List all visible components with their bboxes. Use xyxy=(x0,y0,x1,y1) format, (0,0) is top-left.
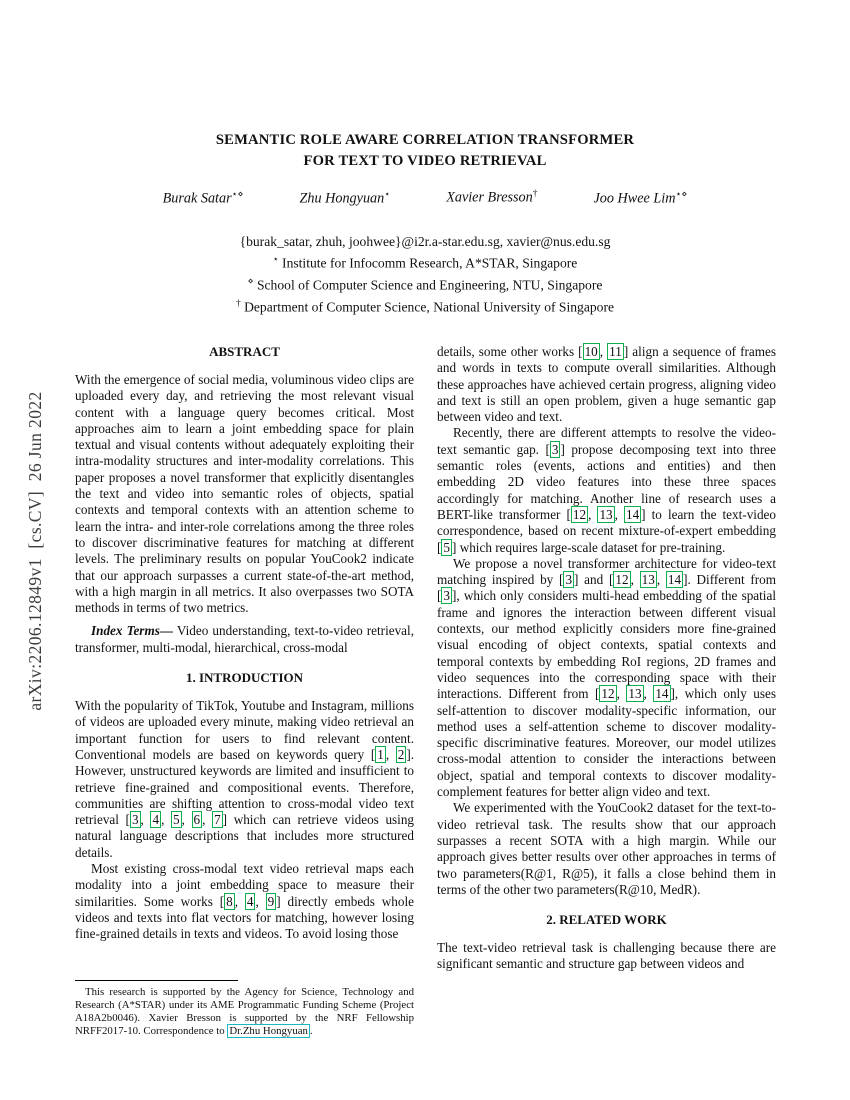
paragraph: With the popularity of TikTok, Youtube and Instagram, millions of videos are uploaded every minute, making video retrieval an important function for users to find relevant content. Conventional models are based on keywords query [ 1 , 2 ]. However, unstructured keywords are limited and insufficient to retrieve fine-grained and compositional events. Therefore, communities are shifting attention to cross-modal video text retrieval [ 3 , 4 , 5 , 6 , 7 ] which can retrieve videos using natural language descriptions that includes more structured details. xyxy=(75,698,415,860)
author-name: Joo Hwee Lim⋆⋄ xyxy=(593,190,688,207)
paper-header xyxy=(60,130,790,317)
citation-link[interactable]: 2 xyxy=(397,746,405,762)
citation-link[interactable]: 8 xyxy=(226,893,233,909)
section-heading: 1. INTRODUCTION xyxy=(185,670,303,686)
author-affiliation-marker: ⋆ xyxy=(384,190,391,200)
left-column xyxy=(75,344,414,943)
affiliation-marker: † xyxy=(235,298,241,309)
citation-link[interactable]: 5 xyxy=(173,812,180,828)
title-line-2: FOR TEXT TO VIDEO RETRIEVAL xyxy=(303,153,547,169)
citation-link[interactable]: 5 xyxy=(443,539,450,555)
citation-link[interactable]: 12 xyxy=(601,686,615,702)
paragraph: Most existing cross-modal text video retrieval maps each modality into a joint embedding space to measure their similarities. Some works [ 8 , 4 , 9 ] directly embeds whole videos and texts into flat vectors for matching, however losing fine-grained details in texts and videos. To avoid losing those xyxy=(75,861,414,942)
author-affiliation-marker: ⋆⋄ xyxy=(675,190,688,200)
authors-row xyxy=(60,189,790,208)
citation-link[interactable]: 11 xyxy=(609,344,622,359)
citation-link[interactable]: 4 xyxy=(152,812,160,828)
citation-link[interactable]: 7 xyxy=(214,812,221,828)
affiliation-line: † Department of Computer Science, National University of Singapore xyxy=(235,298,615,315)
author-affiliation-marker: ⋆⋄ xyxy=(231,190,244,200)
citation-link[interactable]: 3 xyxy=(131,812,139,828)
section-heading: 2. RELATED WORK xyxy=(546,912,667,928)
author-name: Zhu Hongyuan⋆ xyxy=(299,190,391,207)
citation-link[interactable]: 13 xyxy=(599,506,613,522)
paragraph: The text-video retrieval task is challenging because there are significant semantic and structure gap between videos and xyxy=(437,940,776,972)
citation-link[interactable]: 12 xyxy=(615,572,629,588)
citation-link[interactable]: 6 xyxy=(193,812,201,828)
paragraph: With the emergence of social media, voluminous video clips are uploaded every day, and retrieving the most relevant visual content with a language query becomes critical. Most approaches aim to learn a joint embedding space for plain textual and visual contents without adequately exploiting their intra-modality structures and inter-modality correlations. This paper proposes a novel transformer that explicitly disentangles the text and video into semantic roles of objects, spatial contexts and temporal contexts with an attention scheme to learn the intra- and inter-role correlations among the three roles to discover discriminative features for matching at different levels. The preliminary results on popular YouCook2 indicate that our approach surpasses a current state-of-the-art method, with a high margin in all metrics. It also overpasses two SOTA methods in terms of two metrics. xyxy=(75,372,414,616)
paragraph: Recently, there are different attempts to resolve the video-text semantic gap. [ 3 ] propose decomposing text into three semantic roles (events, actions and entities) and then embedding 2D video features into these three spaces accordingly for matching. Another line of research uses a BERT-like transformer [ 12 , 13 , 14 ] to learn the text-video correspondence, based on recent mixture-of-expert embedding [ 5 ] which requires large-scale dataset for pre-training. xyxy=(437,425,776,555)
citation-link[interactable]: 4 xyxy=(246,893,254,909)
citation-link[interactable]: 3 xyxy=(551,441,559,457)
email-line: {burak_satar, zhuh, joohwee}@i2r.a-star.edu.sg, xavier@nus.edu.sg xyxy=(239,233,611,249)
footnote xyxy=(75,980,414,1038)
affiliation-line: ⋆ Institute for Infocomm Research, A*STAR, Singapore xyxy=(272,254,578,271)
author-name: Xavier Bresson† xyxy=(446,189,538,206)
citation-link[interactable]: 13 xyxy=(641,572,655,588)
citation-link[interactable]: 3 xyxy=(443,588,450,604)
footnote-rule xyxy=(75,980,238,981)
title-line-1: SEMANTIC ROLE AWARE CORRELATION TRANSFORMER xyxy=(215,132,635,148)
citation-link[interactable]: 10 xyxy=(584,344,598,359)
citation-link[interactable]: 12 xyxy=(572,506,587,522)
citation-link[interactable]: 1 xyxy=(377,746,384,762)
citation-link[interactable]: 13 xyxy=(628,686,642,702)
affiliation-marker: ⋄ xyxy=(247,276,254,287)
affiliation-line: ⋄ School of Computer Science and Engineering, NTU, Singapore xyxy=(247,276,603,293)
paper-title xyxy=(60,130,790,172)
paragraph: We experimented with the YouCook2 dataset for the text-to-video retrieval task. The results show that our approach surpasses a recent SOTA with a high margin. While our approach gives better results over other approaches in terms of two parameters(R@1, R@5), it falls a close behind them in terms of the other two parameters(R@10, MedR). xyxy=(437,800,776,897)
author-name: Burak Satar⋆⋄ xyxy=(162,190,244,207)
citation-link[interactable]: 14 xyxy=(655,686,669,702)
citation-link[interactable]: 9 xyxy=(267,893,275,909)
right-column xyxy=(437,344,776,973)
index-terms-label: Index Terms— xyxy=(91,623,174,639)
citation-link[interactable]: 3 xyxy=(565,572,573,588)
citation-link[interactable]: 14 xyxy=(667,572,682,588)
section-heading: ABSTRACT xyxy=(209,344,280,359)
footnote-text: This research is supported by the Agency for Science, Technology and Research (A*STAR) under its AME Programmatic Funding Scheme (Project A18A2b0046). Xavier Bresson is supported by the NRF Fellowship NRFF2017-10. Correspondence to Dr.Zhu Hongyuan . xyxy=(75,986,414,1037)
arxiv-watermark: arXiv:2206.12849v1 [cs.CV] 26 Jun 2022 xyxy=(25,391,45,711)
affiliations xyxy=(60,251,790,317)
author-affiliation-marker: † xyxy=(532,189,538,199)
citation-link[interactable]: 14 xyxy=(625,506,640,522)
affiliation-marker: ⋆ xyxy=(272,254,279,265)
paragraph: We propose a novel transformer architecture for video-text matching inspired by [ 3 ] and [ 12 , 13 , 14 ]. Different from [ 3 ], which only considers multi-head embedding of the spatial frame and ignores the interaction between different visual contexts, our method explicitly considers more fine-grained visual encoding of object contexts, spatial contexts and temporal contexts by embedding RoI regions, 2D frames and video sequences into the corresponding space with their interactions. Different from [ 12 , 13 , 14 ], which only uses self-attention to discover modality-specific information, our method uses a self-attention scheme to discover modality-specific discriminative features. Moreover, our model utilizes cross-modal attention to consider the interactions between object, spatial and temporal contexts to discover modality-complement features for better align video and text. xyxy=(437,555,777,800)
index-terms: Index Terms— Video understanding, text-to-video retrieval, transformer, multi-modal, hierarchical, cross-modal xyxy=(75,623,414,655)
correspondence-link[interactable]: Dr.Zhu Hongyuan xyxy=(229,1025,308,1037)
paragraph: details, some other works [ 10 , 11 ] align a sequence of frames and words in texts to compute overall similarities. Although these approaches have achieved certain progress, aligning video and text is still an open problem, given a huge semantic gap between video and text. xyxy=(437,344,777,425)
